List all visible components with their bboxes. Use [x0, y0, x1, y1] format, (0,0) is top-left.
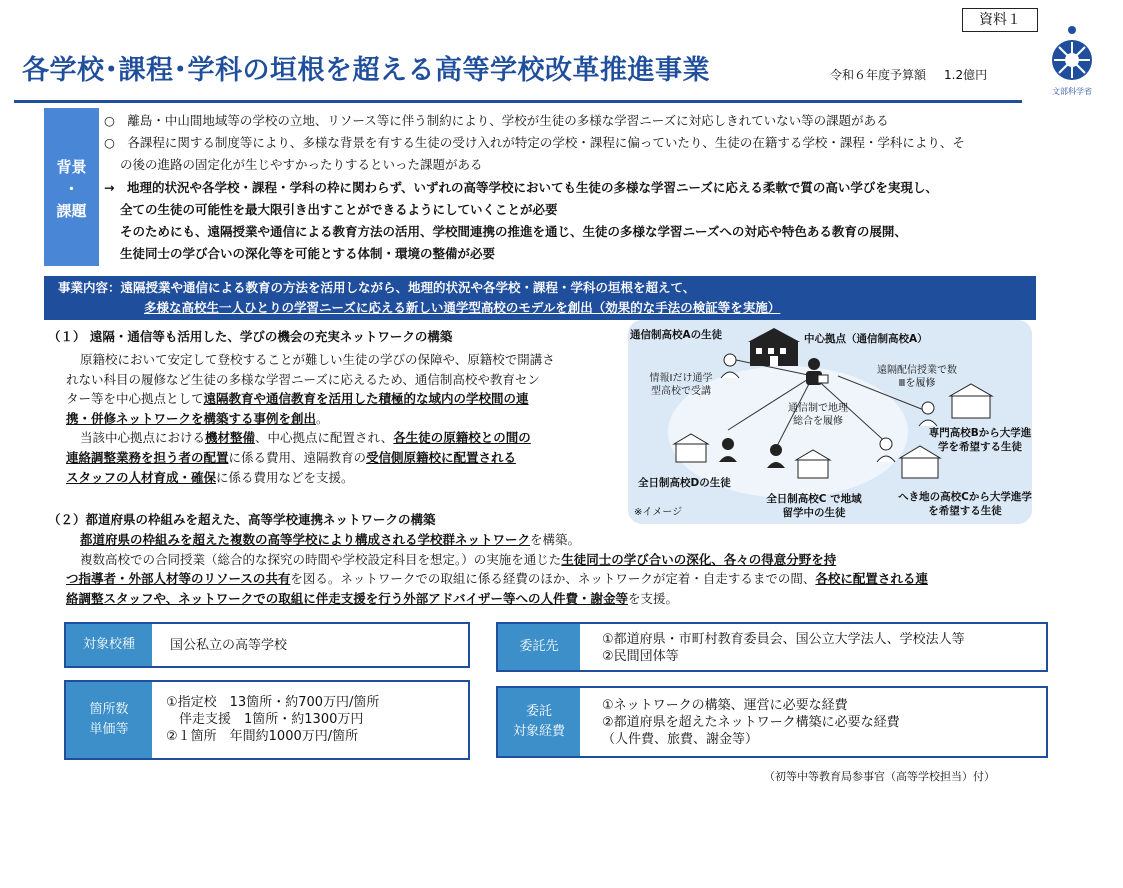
cost-label: 委託 対象経費 [498, 688, 580, 756]
section2-body: 都道府県の枠組みを超えた複数の高等学校により構成される学校群ネットワークを構築。 複数高校での合同授業（総合的な探究の時間や学校設定科目を想定。）の実施を通じた生徒同士の学び合いの深化、各々の得意分野を持 つ指導者・外部人材等のリソースの共有を図る。ネットワークでの取組に係る経費のほか、ネットワークが定着・自走するまでの間、各校に配置される連 絡調整スタッフや、ネットワークでの取組に伴走支援を行う外部アドバイザー等への人件費・謝金等を支援。 [66, 532, 928, 606]
background-line: 生徒同士の学び合いの深化等を可能とする体制・環境の整備が必要 [120, 246, 496, 262]
label-school-a: 通信制高校Aの生徒 [630, 329, 723, 341]
background-text [104, 110, 1064, 265]
budget-amount: 1.2億円 [944, 68, 988, 82]
section1-heading: （１） 遠隔・通信等も活用した、学びの機会の充実ネットワークの構築 [48, 329, 453, 344]
count-label: 箇所数 単価等 [66, 682, 152, 758]
diagram-caption: ※イメージ [634, 507, 683, 518]
note-right: 遠隔配信授業で数Ⅲを履修 [877, 365, 957, 389]
consign-label: 委託先 [498, 624, 580, 670]
title-rule [14, 100, 1022, 103]
label-hub: 中心拠点（通信制高校A） [804, 333, 928, 345]
target-label: 対象校種 [66, 624, 152, 666]
label-school-b: 専門高校Bから大学進学を希望する生徒 [928, 427, 1032, 453]
section2-heading: （２）都道府県の枠組みを超えた、高等学校連携ネットワークの構築 [48, 512, 436, 527]
business-line-1: 事業内容：遠隔授業や通信による教育の方法を活用しながら、地理的状況や各学校・課程・学科の垣根を超えて、 [58, 280, 696, 295]
background-line: → 地理的状況や各学校・課程・学科の枠に関わらず、いずれの高等学校においても生徒の多様な学習ニーズに応える柔軟で質の高い学びを実現し、 [104, 179, 938, 195]
label-school-c-remote: へき地の高校Cから大学進学を希望する生徒 [898, 491, 1032, 517]
logo-text: 文部科学省 [1052, 87, 1092, 96]
label-school-c: 全日制高校C で地域留学中の生徒 [766, 493, 862, 519]
section1-body: 原籍校において安定して登校することが難しい生徒の学びの保障や、原籍校で開講さ れない科目の履修など生徒の多様な学習ニーズに応えるため、通信制高校や教育セン ター等を中心拠点として遠隔教育や通信教育を活用した積極的な域内の学校間の連 携・併修ネットワークを構築する事例を創出。 当該中心拠点における機材整備、中心拠点に配置され、各生徒の原籍校との間の 連絡調整業務を担う者の配置に係る費用、遠隔教育の受信側原籍校に配置される スタッフの人材育成・確保に係る費用などを支援。 [66, 352, 555, 485]
mext-emblem-icon [1040, 22, 1104, 84]
background-line: そのためにも、遠隔授業や通信による教育方法の活用、学校間連携の推進を通じ、生徒の多様な学習ニーズへの対応や特色ある教育の展開、 [120, 224, 907, 240]
count-values: ①指定校 13箇所・約700万円/箇所 伴走支援 1箇所・約1300万円 ②１箇所 年間約1000万円/箇所 [166, 695, 380, 744]
network-diagram [628, 320, 1032, 524]
budget-info [830, 66, 987, 83]
footer-note: （初等中等教育局参事官（高等学校担当）付） [764, 770, 995, 783]
consign-values: ①都道府県・市町村教育委員会、国公立大学法人、学校法人等 ②民間団体等 [602, 632, 965, 664]
background-line: 全ての生徒の可能性を最大限引き出すことができるようにしていくことが必要 [120, 201, 558, 217]
note-center: 通信制で地理総合を履修 [788, 403, 848, 427]
target-school-box [64, 622, 470, 668]
consign-cost-box [496, 686, 1048, 758]
background-line: の後の進路の固定化が生じやすかったりするといった課題がある [120, 157, 483, 173]
background-label: 背景 ・ 課題 [44, 108, 99, 266]
consignee-box [496, 622, 1048, 672]
target-value: 国公私立の高等学校 [170, 638, 288, 653]
note-left: 情報Ⅰだけ通学型高校で受講 [649, 373, 713, 397]
cost-values: ①ネットワークの構築、運営に必要な経費 ②都道府県を超えたネットワーク構築に必要な経費 （人件費、旅費、謝金等） [602, 698, 900, 747]
background-line: ○ 離島・中山間地域等の学校の立地、リソース等に伴う制約により、学校が生徒の多様な学習ニーズに対応しきれていない等の課題がある [104, 113, 889, 128]
business-content-band [44, 276, 1036, 320]
label-school-d: 全日制高校Dの生徒 [638, 477, 731, 489]
business-line-2: 多様な高校生一人ひとりの学習ニーズに応える新しい通学型高校のモデルを創出（効果的な手法の検証等を実施） [144, 300, 781, 315]
mext-logo [1040, 22, 1104, 98]
background-line: ○ 各課程に関する制度等により、多様な背景を有する生徒の受け入れが特定の学校・課程に偏っていたり、生徒の在籍する学校・課程・学科により、そ [104, 135, 965, 151]
count-price-box [64, 680, 470, 760]
document-badge: 資料１ [962, 8, 1038, 32]
budget-label: 令和６年度予算額 [830, 68, 927, 82]
page-title: 各学校･課程･学科の垣根を超える高等学校改革推進事業 [22, 55, 710, 86]
